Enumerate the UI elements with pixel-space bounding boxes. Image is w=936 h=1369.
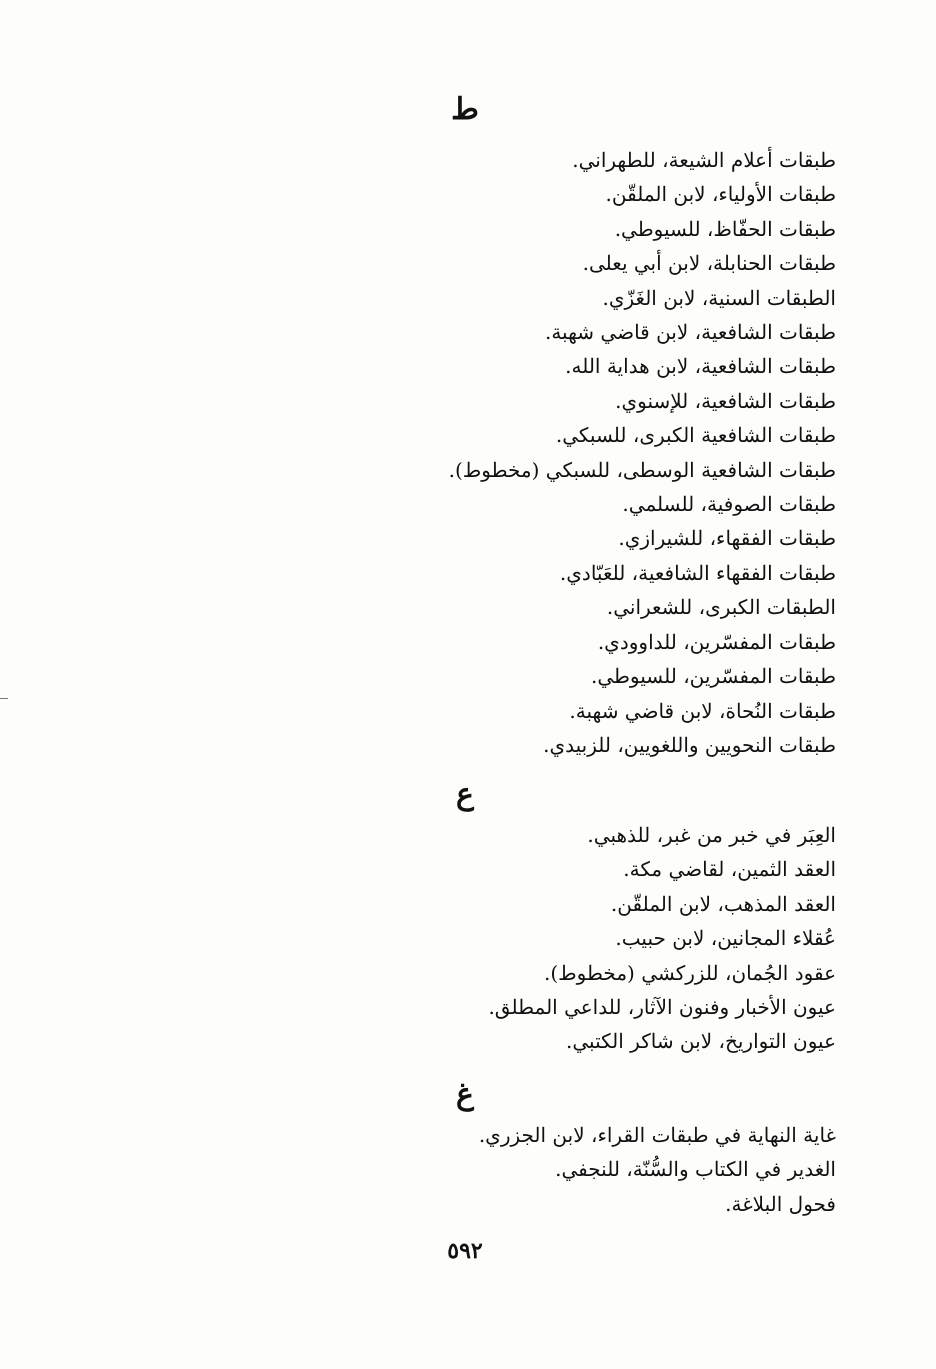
section-heading-ain: ع xyxy=(456,777,474,812)
list-item: طبقات الفقهاء الشافعية، للعَبّادي. xyxy=(559,560,836,585)
list-item: طبقات أعلام الشيعة، للطهراني. xyxy=(572,148,836,172)
list-item: طبقات الأولياء، لابن الملقّن. xyxy=(605,182,836,207)
list-item: العِبَر في خبر من غبر، للذهبي. xyxy=(587,823,836,847)
list-item: طبقات النحويين واللغويين، للزبيدي. xyxy=(543,732,836,757)
list-item: طبقات المفسّرين، للداوودي. xyxy=(597,629,836,654)
list-item: الطبقات الكبرى، للشعراني. xyxy=(606,595,836,620)
list-item: طبقات الشافعية الكبرى، للسبكي. xyxy=(555,423,836,448)
list-item: عيون الأخبار وفنون الآثار، للداعي المطلق. xyxy=(488,995,836,1020)
list-item: طبقات الحفّاظ، للسيوطي. xyxy=(614,216,836,241)
page-number: ٥٩٢ xyxy=(447,1238,483,1264)
entry-list-ghain xyxy=(479,1118,836,1221)
entry-list-ta xyxy=(449,143,836,762)
list-item: طبقات الشافعية، لابن قاضي شهبة. xyxy=(544,320,836,345)
list-item: عُقلاء المجانين، لابن حبيب. xyxy=(615,926,836,951)
entry-list-ain xyxy=(488,818,836,1059)
list-item: طبقات الشافعية الوسطى، للسبكي (مخطوط). xyxy=(448,457,836,482)
list-item: غاية النهاية في طبقات القراء، لابن الجزري. xyxy=(478,1123,836,1147)
list-item: العقد المذهب، لابن الملقّن. xyxy=(610,891,836,916)
section-heading-ta: ط xyxy=(451,92,479,127)
list-item: طبقات الحنابلة، لابن أبي يعلى. xyxy=(582,251,836,276)
list-item: طبقات الفقهاء، للشيرازي. xyxy=(618,526,836,551)
list-item: فحول البلاغة. xyxy=(725,1191,836,1216)
list-item: الطبقات السنية، لابن الغَزّي. xyxy=(602,285,836,310)
list-item: عيون التواريخ، لابن شاكر الكتبي. xyxy=(566,1029,836,1054)
list-item: طبقات الشافعية، للإسنوي. xyxy=(615,388,836,413)
margin-tick xyxy=(0,698,8,699)
list-item: العقد الثمين، لقاضي مكة. xyxy=(623,857,836,882)
section-heading-ghain: غ xyxy=(456,1077,474,1112)
list-item: طبقات الصوفية، للسلمي. xyxy=(622,492,836,517)
list-item: الغدير في الكتاب والسُّنّة، للنجفي. xyxy=(555,1157,836,1182)
list-item: طبقات المفسّرين، للسيوطي. xyxy=(590,664,836,689)
list-item: طبقات الشافعية، لابن هداية الله. xyxy=(565,354,836,379)
list-item: عقود الجُمان، للزركشي (مخطوط). xyxy=(544,960,836,985)
list-item: طبقات النُحاة، لابن قاضي شهبة. xyxy=(569,698,836,723)
